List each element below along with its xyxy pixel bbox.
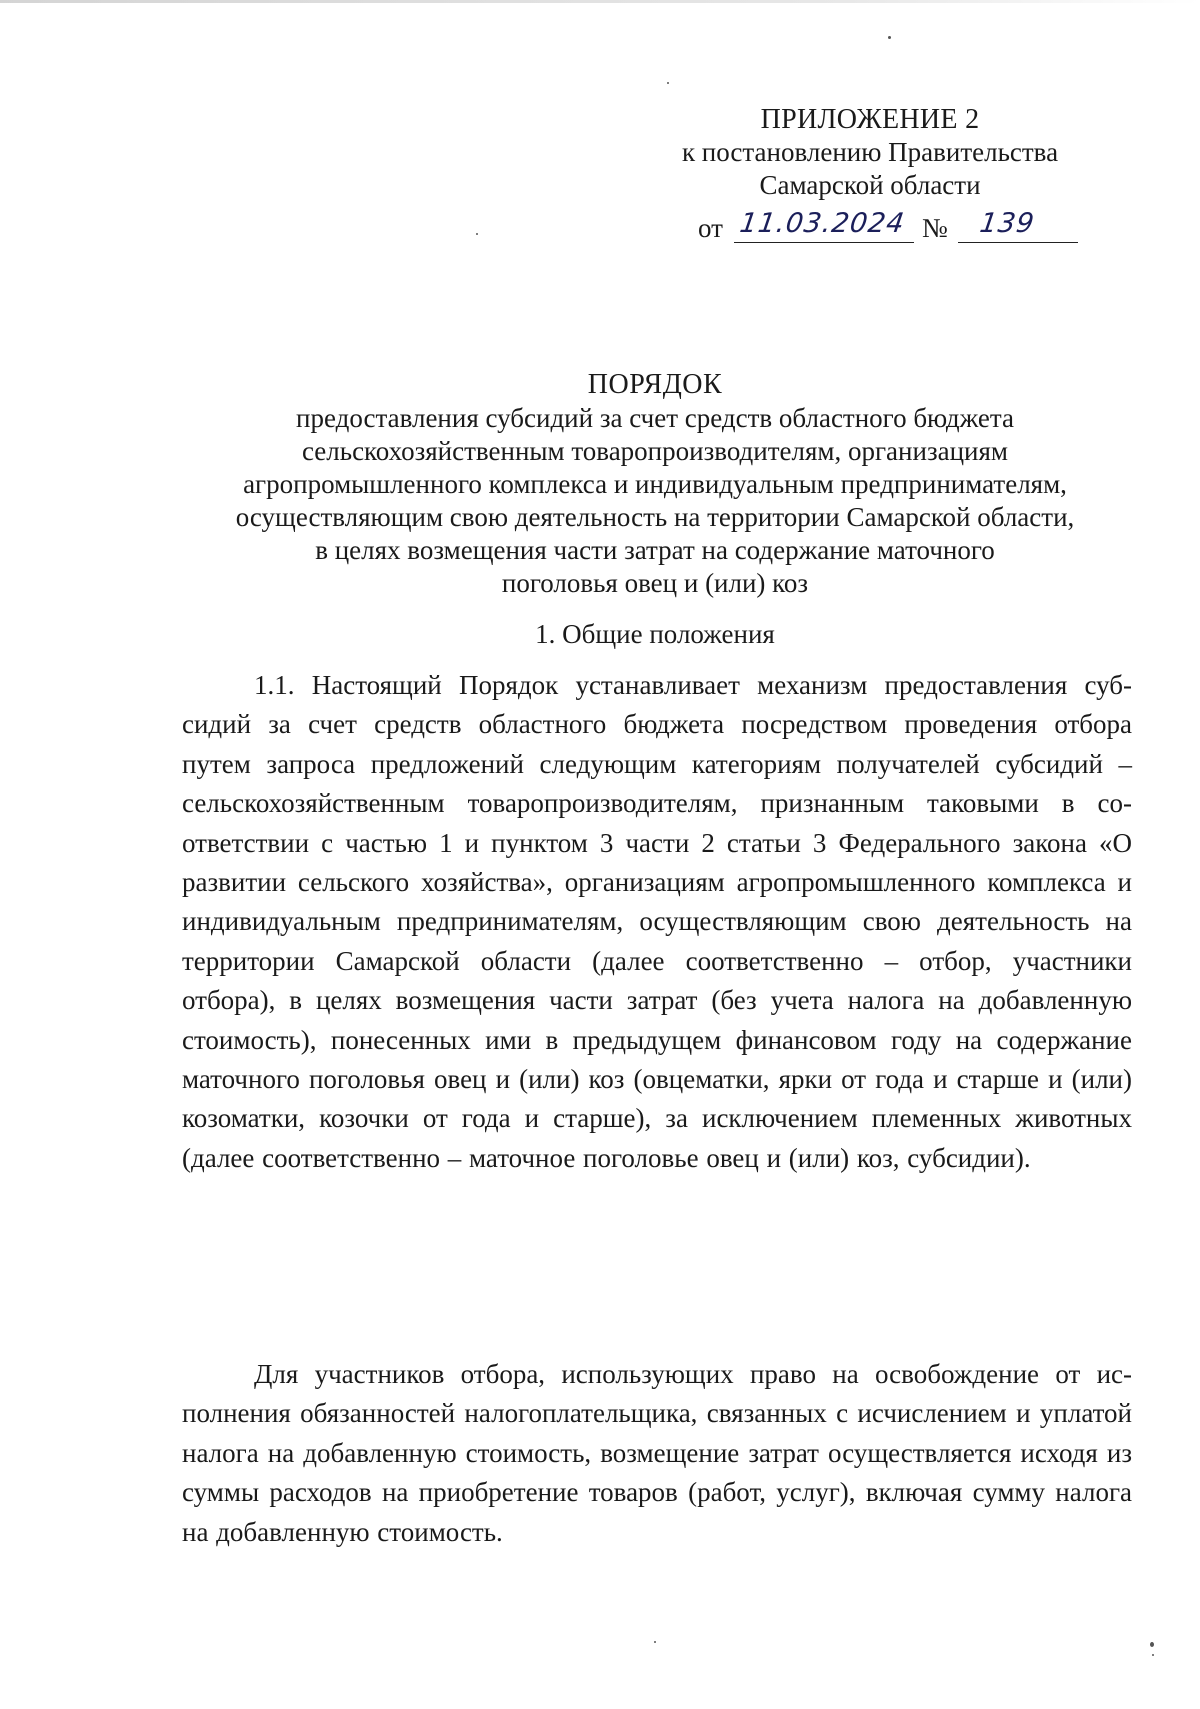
handwritten-date: 11.03.2024 <box>737 208 907 239</box>
title-line: поголовья овец и (или) коз <box>501 568 809 598</box>
appendix-title: ПРИЛОЖЕНИЕ 2 <box>760 104 980 135</box>
scan-edge <box>0 0 1200 3</box>
date-field <box>734 206 914 243</box>
appendix-header <box>660 103 1080 250</box>
paragraph-1-1: 1.1. Настоящий Порядок устанавливает механизм предоставления субсидий за счет средств областного бюджета посредством проведения отбора путем запроса предложений следующим категориям получателей субсидий – сельскохозяйственным товаропроизводителям, признанным таковыми в соответствии с частью 1 и пунктом 3 части 2 статьи 3 Федерального закона «О развитии сельского хозяйства», организациям агропромышленного комплекса и индивидуальным предпринимателям, осуществляющим свою деятельность на территории Самарской области (далее соответственно – отбор, участники отбора), в целях возмещения части затрат (без учета налога на добавленную стоимость), понесенных ими в предыдущем финансовом году на содержание маточного поголовья овец и (или) коз (овцематки, ярки от года и старше и (или) козоматки, козочки от года и старше), за исключением племенных животных (далее соответственно – маточное поголовье овец и (или) коз, субсидии). <box>182 670 1132 1173</box>
title-line: предоставления субсидий за счет средств областного бюджета <box>296 403 1014 433</box>
title-heading: ПОРЯДОК <box>587 369 723 400</box>
appendix-line-resolution: к постановлению Правительства <box>681 137 1059 167</box>
number-field <box>958 206 1078 243</box>
title-line: сельскохозяйственным товаропроизводителям, организациям <box>301 436 1008 466</box>
title-line: осуществляющим свою деятельность на территории Самарской области, <box>235 502 1075 532</box>
section-heading: 1. Общие положения <box>535 619 775 649</box>
handwritten-number: 139 <box>977 208 1037 239</box>
title-line: в целях возмещения части затрат на содержание маточного <box>315 535 995 565</box>
date-prefix: от <box>698 213 723 243</box>
document-title <box>150 368 1160 600</box>
number-label: № <box>922 213 948 243</box>
appendix-date-line <box>660 206 1080 250</box>
paragraph-vat-exemption: Для участников отбора, использующих право на освобождение от исполнения обязанностей налогоплательщика, связанных с исчислением и уплатой налога на добавленную стоимость, возмещение затрат осуществляется исходя из суммы расходов на приобретение товаров (работ, услуг), включая сумму налога на добавленную стоимость. <box>182 1359 1132 1547</box>
appendix-line-region: Самарской области <box>759 170 981 200</box>
title-line: агропромышленного комплекса и индивидуальным предпринимателям, <box>243 469 1067 499</box>
